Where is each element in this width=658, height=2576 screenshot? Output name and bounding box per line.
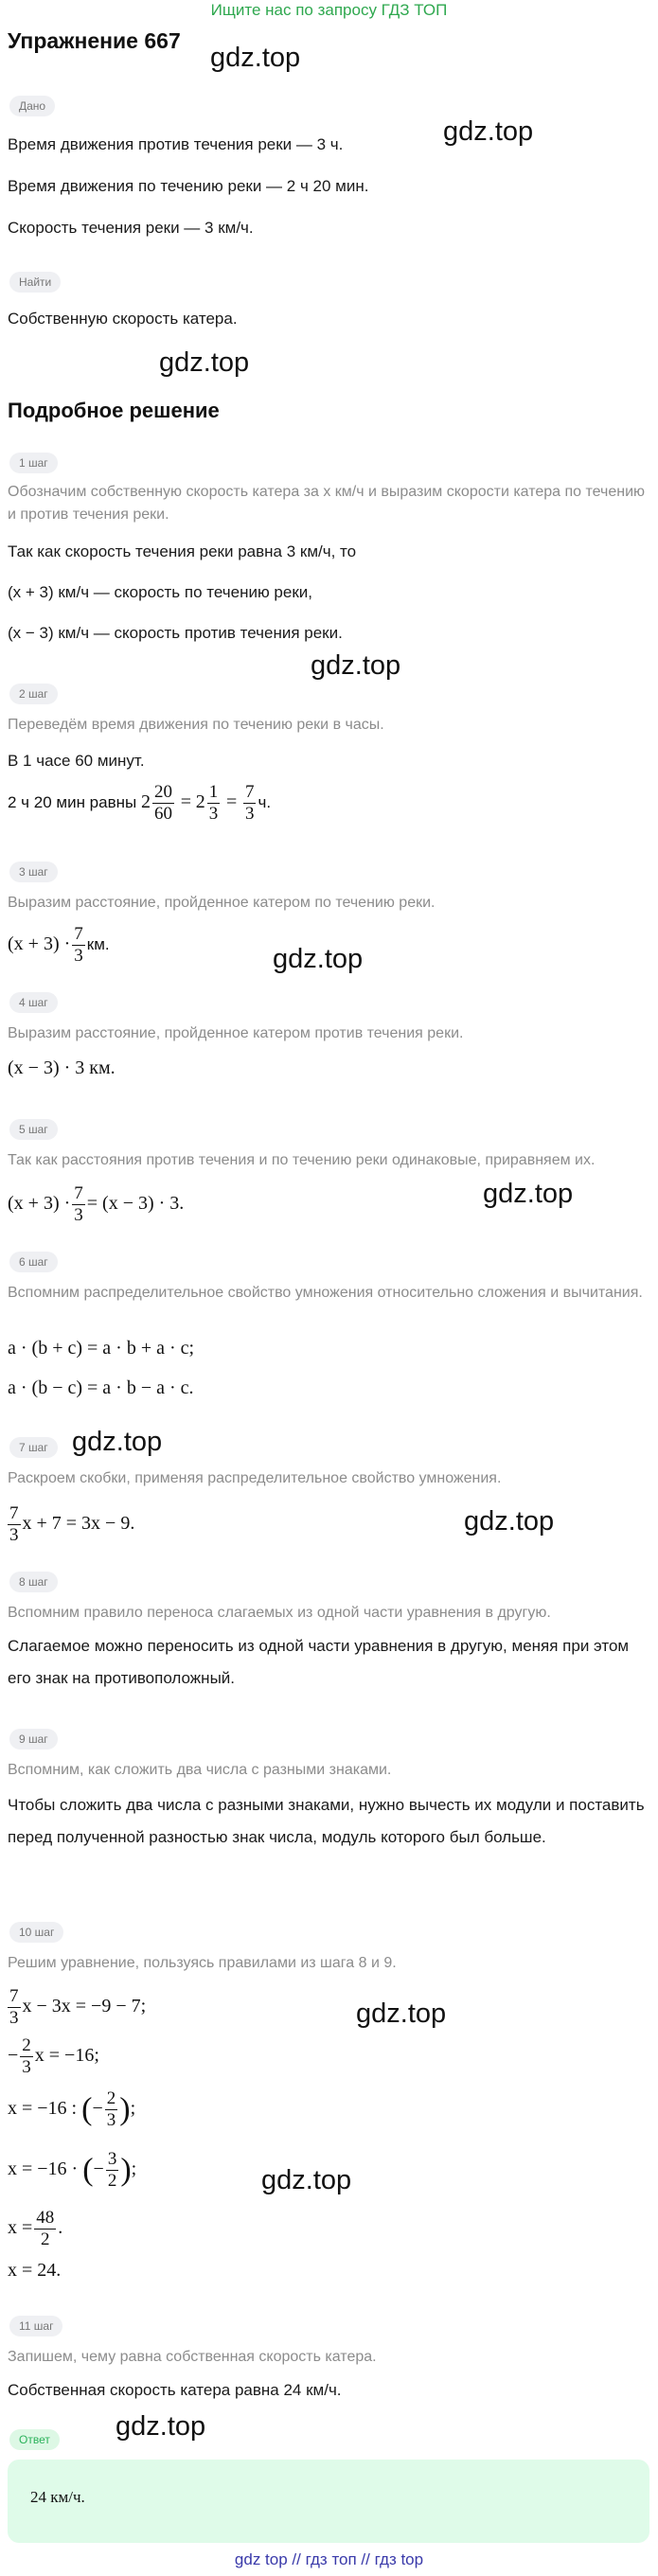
numerator: 3: [107, 2149, 117, 2169]
given-line: Скорость течения реки — 3 км/ч.: [8, 219, 254, 237]
sign: −: [92, 2098, 103, 2120]
watermark: gdz.top: [116, 2411, 206, 2442]
fraction: [20, 2035, 33, 2078]
given-line: Время движения против течения реки — 3 ч.: [8, 135, 344, 153]
fraction: [34, 2208, 56, 2250]
expression: x = −16;: [34, 2045, 99, 2067]
given-chip: Дано: [9, 96, 55, 116]
watermark: gdz.top: [443, 116, 534, 147]
fraction: [152, 782, 174, 825]
step-chip: 11 шаг: [9, 2316, 62, 2336]
numerator: 20: [153, 782, 172, 802]
hours-conversion: [8, 782, 271, 825]
answer-box: [8, 2460, 649, 2543]
step-chip: 9 шаг: [9, 1729, 58, 1750]
step-chip: 6 шаг: [9, 1252, 58, 1272]
distance-upstream: (x − 3) · 3 км.: [8, 1057, 116, 1078]
numerator: 48: [36, 2208, 55, 2228]
step-text: (x − 3) км/ч — скорость против течения реки.: [8, 624, 343, 642]
watermark: gdz.top: [261, 2165, 352, 2195]
expression: x − 3x = −9 − 7;: [22, 1996, 147, 2017]
denominator: 3: [9, 2008, 19, 2028]
page-title: Упражнение 667: [8, 28, 181, 53]
expression: (x + 3) ·: [8, 1193, 71, 1215]
step-text: (x + 3) км/ч — скорость по течению реки,: [8, 583, 312, 601]
equals-sign: =: [180, 791, 191, 813]
unit: ч.: [258, 793, 272, 812]
footer-links[interactable]: gdz top // гдз топ // гдз top: [234, 2550, 424, 2568]
denominator: 3: [74, 946, 83, 966]
expression: x = −16 :: [8, 2098, 78, 2120]
solution-line: [8, 2088, 135, 2131]
equation: [8, 1183, 184, 1226]
numerator: 1: [208, 782, 219, 802]
step-note: Переведём время движения по течению реки в часы.: [8, 717, 384, 733]
fraction: [243, 782, 257, 825]
denominator: 3: [22, 2057, 31, 2077]
watermark: gdz.top: [483, 1179, 574, 1209]
step-chip: 8 шаг: [9, 1572, 58, 1592]
fraction: [8, 1503, 21, 1546]
equation: [8, 1503, 134, 1546]
step-note: Выразим расстояние, пройденное катером по течению реки.: [8, 895, 436, 911]
step-text: Собственная скорость катера равна 24 км/ч.: [8, 2381, 342, 2399]
step-chip: 1 шаг: [9, 453, 58, 473]
step-note: Обозначим собственную скорость катера за x км/ч и выразим скорости катера по течению и против течения реки.: [8, 484, 646, 523]
watermark: gdz.top: [273, 944, 364, 974]
step-chip: 10 шаг: [9, 1922, 63, 1943]
punctuation: ;: [130, 2098, 136, 2120]
answer-text: 24 км/ч.: [30, 2488, 85, 2506]
step-note: Вспомним правило переноса слагаемых из одной части уравнения в другую.: [8, 1605, 551, 1621]
left-paren: (: [82, 2152, 94, 2188]
answer-chip: Ответ: [9, 2429, 60, 2450]
numerator: 7: [9, 1503, 19, 1523]
numerator: 7: [74, 1183, 83, 1203]
find-text: Собственную скорость катера.: [8, 310, 238, 328]
denominator: 2: [107, 2171, 117, 2191]
watermark: gdz.top: [356, 1999, 447, 2029]
watermark: gdz.top: [210, 43, 301, 73]
unit: км.: [86, 935, 110, 954]
solution-line: [8, 1986, 146, 2029]
step-chip: 4 шаг: [9, 992, 58, 1013]
punctuation: ;: [131, 2159, 137, 2180]
fraction: [8, 1986, 21, 2029]
rule-text: Слагаемое можно переносить из одной части уравнения в другую, меняя при этом его знак на противоположный.: [8, 1637, 630, 1687]
whole-part: 2: [140, 791, 151, 813]
expression: (x + 3) ·: [8, 933, 71, 955]
step-note: Решим уравнение, пользуясь правилами из шага 8 и 9.: [8, 1955, 397, 1971]
denominator: 3: [9, 1525, 19, 1545]
find-chip: Найти: [9, 272, 61, 293]
expression: x = −16 ·: [8, 2159, 79, 2180]
solution-line: [8, 2149, 136, 2192]
denominator: 3: [106, 2110, 116, 2130]
fraction: [72, 1183, 85, 1226]
denominator: 3: [74, 1205, 83, 1225]
fraction: [105, 2088, 118, 2131]
step-text: Так как скорость течения реки равна 3 км/ч, то: [8, 542, 357, 560]
numerator: 7: [9, 1986, 19, 2006]
denominator: 3: [208, 804, 219, 824]
whole-part: 2: [195, 791, 205, 813]
solution-line: [8, 2208, 62, 2250]
step-note: Выразим расстояние, пройденное катером против течения реки.: [8, 1025, 464, 1041]
formula: a · (b − c) = a · b − a · c.: [8, 1377, 194, 1398]
solution-title: Подробное решение: [8, 399, 220, 422]
expression: x =: [8, 2217, 33, 2239]
distance-downstream: [8, 924, 110, 967]
given-line: Время движения по течению реки — 2 ч 20 мин.: [8, 177, 369, 195]
sign: −: [8, 2045, 19, 2067]
numerator: 7: [74, 924, 83, 944]
numerator: 7: [244, 782, 255, 803]
watermark: gdz.top: [159, 347, 250, 378]
expression: x + 7 = 3x − 9.: [22, 1513, 135, 1535]
step-note: Вспомним распределительное свойство умножения относительно сложения и вычитания.: [8, 1285, 643, 1301]
step-note: Запишем, чему равна собственная скорость катера.: [8, 2349, 377, 2365]
sign: −: [93, 2159, 104, 2180]
fraction: [106, 2149, 119, 2192]
right-paren: ): [119, 2091, 131, 2127]
search-hint: Ищите нас по запросу ГДЗ ТОП: [210, 1, 448, 19]
step-text: В 1 часе 60 минут.: [8, 752, 145, 770]
fraction: [72, 924, 85, 967]
denominator: 2: [41, 2230, 50, 2249]
numerator: 2: [22, 2035, 31, 2055]
watermark: gdz.top: [464, 1506, 555, 1537]
formula: a · (b + c) = a · b + a · c;: [8, 1338, 195, 1359]
right-paren: ): [120, 2152, 132, 2188]
step-chip: 7 шаг: [9, 1437, 58, 1458]
mixed-number: [140, 782, 176, 824]
fraction: [207, 782, 221, 825]
conversion-prefix: 2 ч 20 мин равны: [8, 793, 137, 812]
step-note: Вспомним, как сложить два числа с разными знаками.: [8, 1762, 392, 1778]
watermark: gdz.top: [72, 1427, 163, 1457]
step-note: Так как расстояния против течения и по течению реки одинаковые, приравняем их.: [8, 1152, 596, 1168]
mixed-number: [195, 782, 222, 824]
step-note: Раскроем скобки, применяя распределительное свойство умножения.: [8, 1470, 502, 1486]
equals-sign: =: [225, 791, 238, 813]
solution-line: [8, 2035, 99, 2078]
solution-line: x = 24.: [8, 2260, 62, 2281]
step-chip: 3 шаг: [9, 862, 58, 882]
expression: = (x − 3) · 3.: [86, 1193, 185, 1215]
watermark: gdz.top: [311, 650, 401, 681]
denominator: 3: [244, 804, 255, 825]
punctuation: .: [58, 2217, 63, 2239]
numerator: 2: [106, 2088, 116, 2108]
step-chip: 5 шаг: [9, 1119, 58, 1140]
rule-text: Чтобы сложить два числа с разными знаками, нужно вычесть их модули и поставить перед полученной разностью знак числа, модуль которого был больше.: [8, 1796, 645, 1846]
denominator: 60: [153, 804, 172, 824]
left-paren: (: [81, 2091, 93, 2127]
step-chip: 2 шаг: [9, 684, 58, 704]
